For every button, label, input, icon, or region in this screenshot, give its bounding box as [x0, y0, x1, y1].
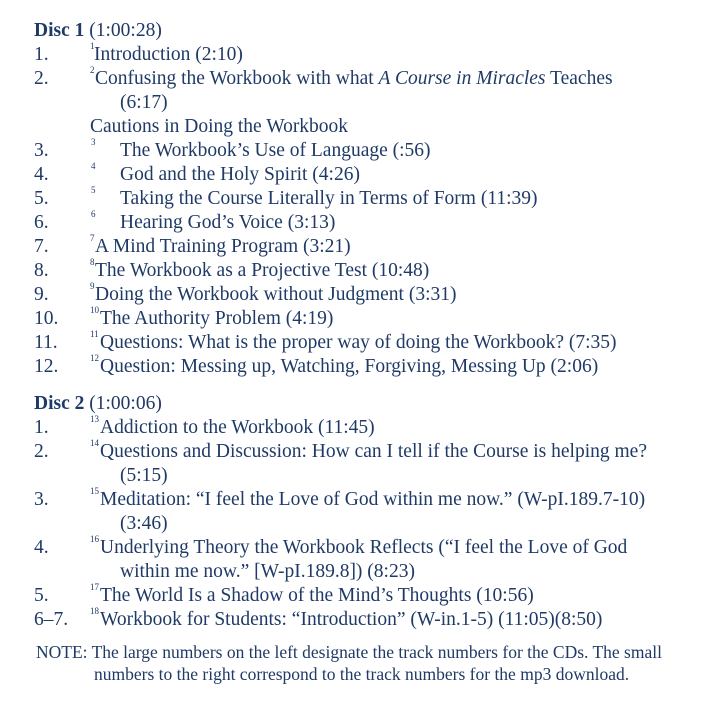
disc-1-track-2 — [34, 67, 694, 115]
cd-track-number: 3. — [34, 489, 49, 510]
disc-1-track-7 — [34, 235, 694, 259]
cd-track-number: 8. — [34, 260, 49, 281]
footnote — [36, 641, 686, 685]
cd-track-number: 7. — [34, 236, 49, 257]
disc-2-track-3 — [34, 488, 694, 536]
cd-track-number: 4. — [34, 537, 49, 558]
mp3-track-number: 15 — [90, 486, 99, 496]
track-title-part: Teaches — [545, 68, 613, 89]
track-title: Introduction (2:10) — [94, 44, 243, 65]
disc-2-header — [34, 392, 694, 416]
disc-2-track-1 — [34, 416, 694, 440]
cd-track-number: 1. — [34, 44, 49, 65]
cd-track-number: 5. — [34, 188, 49, 209]
disc-1-track-3 — [34, 139, 694, 163]
disc-1-label: Disc 1 — [34, 20, 85, 41]
track-title: The World Is a Shadow of the Mind’s Thoughts (10:56) — [100, 585, 534, 606]
cd-track-number: 6. — [34, 212, 49, 233]
track-title: God and the Holy Spirit (4:26) — [120, 164, 360, 185]
mp3-track-number: 12 — [90, 353, 99, 363]
disc-1-track-5 — [34, 187, 694, 211]
disc-1-track-1 — [34, 43, 694, 67]
disc-1-header — [34, 19, 694, 43]
disc-1-track-6 — [34, 211, 694, 235]
track-title-continued: within me now.” [W-pI.189.8]) (8:23) — [120, 561, 415, 582]
mp3-track-number: 6 — [91, 209, 96, 219]
cd-track-number: 6–7. — [34, 609, 69, 630]
disc-1-track-10 — [34, 307, 694, 331]
track-title: Meditation: “I feel the Love of God within me now.” (W-pI.189.7-10) — [100, 489, 646, 510]
cd-track-number: 12. — [34, 356, 59, 377]
track-title: Question: Messing up, Watching, Forgiving, Messing Up (2:06) — [100, 356, 599, 377]
track-title-part: Confusing the Workbook with what — [95, 68, 379, 89]
mp3-track-number: 9 — [90, 281, 95, 291]
disc-1-section — [34, 19, 694, 379]
mp3-track-number: 17 — [90, 582, 99, 592]
cd-track-number: 5. — [34, 585, 49, 606]
mp3-track-number: 13 — [90, 414, 99, 424]
cd-track-number: 2. — [34, 68, 49, 89]
cd-track-number: 1. — [34, 417, 49, 438]
track-title: Questions: What is the proper way of doing the Workbook? (7:35) — [100, 332, 617, 353]
mp3-track-number: 11 — [90, 329, 99, 339]
track-title: The Workbook’s Use of Language (:56) — [120, 140, 431, 161]
cd-track-number: 4. — [34, 164, 49, 185]
disc-1-track-11 — [34, 331, 694, 355]
mp3-track-number: 18 — [90, 606, 99, 616]
section-subheading: Cautions in Doing the Workbook — [90, 116, 349, 137]
disc-2-section — [34, 392, 694, 632]
disc-1-duration: (1:00:28) — [89, 20, 162, 41]
mp3-track-number: 3 — [91, 137, 96, 147]
track-title: Taking the Course Literally in Terms of Form (11:39) — [120, 188, 538, 209]
disc-2-duration: (1:00:06) — [89, 393, 162, 414]
note-line-1: NOTE: The large numbers on the left designate the track numbers for the CDs. The small — [36, 642, 662, 662]
book-title: A Course in Miracles — [378, 68, 546, 89]
track-duration: (3:46) — [120, 513, 168, 534]
disc-1-subheading — [34, 115, 694, 139]
mp3-track-number: 1 — [90, 41, 95, 51]
mp3-track-number: 10 — [90, 305, 99, 315]
cd-track-number: 10. — [34, 308, 59, 329]
disc-2-track-4 — [34, 536, 694, 584]
disc-1-track-12 — [34, 355, 694, 379]
track-title — [95, 67, 613, 91]
track-title: Underlying Theory the Workbook Reflects (“I feel the Love of God — [100, 537, 628, 558]
track-duration: (6:17) — [120, 92, 168, 113]
disc-2-track-6-7 — [34, 608, 694, 632]
note-line-2: numbers to the right correspond to the track numbers for the mp3 download. — [94, 664, 630, 684]
track-title: The Authority Problem (4:19) — [100, 308, 334, 329]
disc-1-track-8 — [34, 259, 694, 283]
mp3-track-number: 16 — [90, 534, 99, 544]
track-title: Questions and Discussion: How can I tell if the Course is helping me? — [100, 441, 647, 462]
mp3-track-number: 4 — [91, 161, 96, 171]
track-title: The Workbook as a Projective Test (10:48) — [95, 260, 430, 281]
mp3-track-number: 5 — [91, 185, 96, 195]
mp3-track-number: 14 — [90, 438, 99, 448]
cd-track-number: 11. — [34, 332, 58, 353]
cd-track-number: 3. — [34, 140, 49, 161]
track-title: Workbook for Students: “Introduction” (W-in.1-5) (11:05)(8:50) — [100, 609, 603, 630]
cd-track-number: 2. — [34, 441, 49, 462]
track-title: Hearing God’s Voice (3:13) — [120, 212, 336, 233]
track-title: A Mind Training Program (3:21) — [95, 236, 351, 257]
mp3-track-number: 7 — [90, 233, 95, 243]
mp3-track-number: 2 — [90, 65, 95, 75]
cd-track-number: 9. — [34, 284, 49, 305]
track-duration: (5:15) — [120, 465, 168, 486]
disc-1-track-9 — [34, 283, 694, 307]
disc-1-track-4 — [34, 163, 694, 187]
mp3-track-number: 8 — [90, 257, 95, 267]
track-title: Doing the Workbook without Judgment (3:31) — [95, 284, 457, 305]
disc-2-track-5 — [34, 584, 694, 608]
disc-2-track-2 — [34, 440, 694, 488]
track-title: Addiction to the Workbook (11:45) — [100, 417, 375, 438]
disc-2-label: Disc 2 — [34, 393, 85, 414]
